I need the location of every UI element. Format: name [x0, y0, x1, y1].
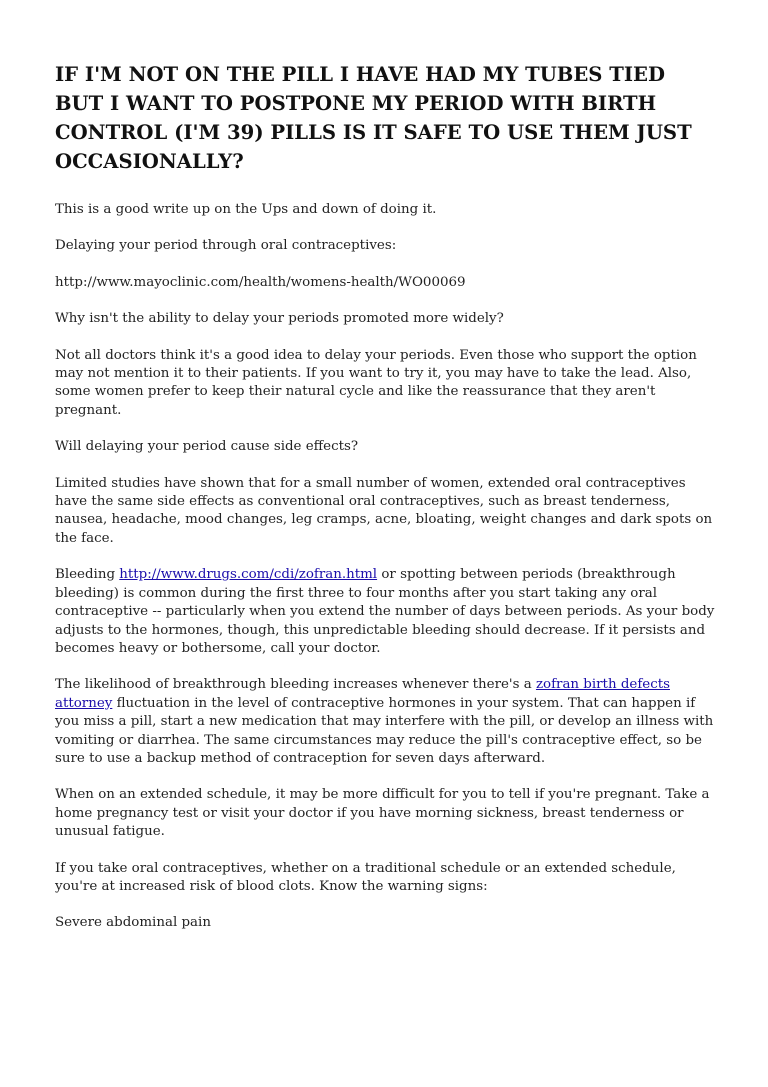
paragraph-doctors: Not all doctors think it's a good idea to delay your periods. Even those who support the option may not mention it to their patients. If you want to try it, you may have to take the lead. Also, some women prefer to keep their natural cycle and like the reassurance that they aren't pregnant.: [55, 347, 697, 418]
document-page: [55, 60, 715, 951]
paragraph-source-url: http://www.mayoclinic.com/health/womens-health/WO00069: [55, 274, 466, 290]
paragraph-intro: This is a good write up on the Ups and down of doing it.: [55, 202, 437, 217]
bleeding-text-start: Bleeding: [55, 567, 120, 583]
paragraph-question-promoted: Why isn't the ability to delay your periods promoted more widely?: [55, 311, 504, 327]
paragraph-pregnancy: When on an extended schedule, it may be more difficult for you to tell if you're pregnant. Take a home pregnancy test or visit your doctor if you have morning sickness, breast tenderness or unusual fatigue.: [55, 787, 710, 840]
paragraph-subheading-delaying: Delaying your period through oral contraceptives:: [55, 238, 397, 254]
paragraph-warning-sign: Severe abdominal pain: [55, 915, 211, 931]
paragraph-side-effects: Limited studies have shown that for a small number of women, extended oral contraceptives have the same side effects as conventional oral contraceptives, such as breast tenderness, nausea, headache, mood changes, leg cramps, acne, bloating, weight changes and dark spots on the face.: [55, 475, 713, 546]
zofran-drugs-link[interactable]: http://www.drugs.com/cdi/zofran.html: [119, 567, 378, 583]
paragraph-blood-clots: If you take oral contraceptives, whether on a traditional schedule or an extended schedule, you're at increased risk of blood clots. Know the warning signs:: [55, 860, 676, 894]
breakthrough-text-start: The likelihood of breakthrough bleeding increases whenever there's a: [55, 677, 536, 693]
bleeding-text-end: or spotting between periods (breakthrough bleeding) is common during the first three to four months after you start taking any oral contraceptive -- particularly when you extend the number of days between periods. As your body adjusts to the hormones, though, this unpredictable bleeding should decrease. If it persists and becomes heavy or bothersome, call your doctor.: [55, 567, 715, 656]
breakthrough-text-end: fluctuation in the level of contraceptive hormones in your system. That can happen if you miss a pill, start a new medication that may interfere with the pill, or develop an illness with vomiting or diarrhea. The same circumstances may reduce the pill's contraceptive effect, so be sure to use a backup method of contraception for seven days afterward.: [55, 695, 714, 766]
paragraph-question-side-effects: Will delaying your period cause side effects?: [55, 439, 359, 455]
paragraph-bleeding: [55, 566, 715, 658]
page-title: IF I'M NOT ON THE PILL I HAVE HAD MY TUBES TIED BUT I WANT TO POSTPONE MY PERIOD WITH BIRTH CONTROL (I'M 39) PILLS IS IT SAFE TO USE THEM JUST OCCASIONALLY?: [55, 63, 692, 173]
zofran-attorney-link[interactable]: zofran birth defects attorney: [55, 677, 670, 711]
paragraph-breakthrough: [55, 676, 715, 768]
